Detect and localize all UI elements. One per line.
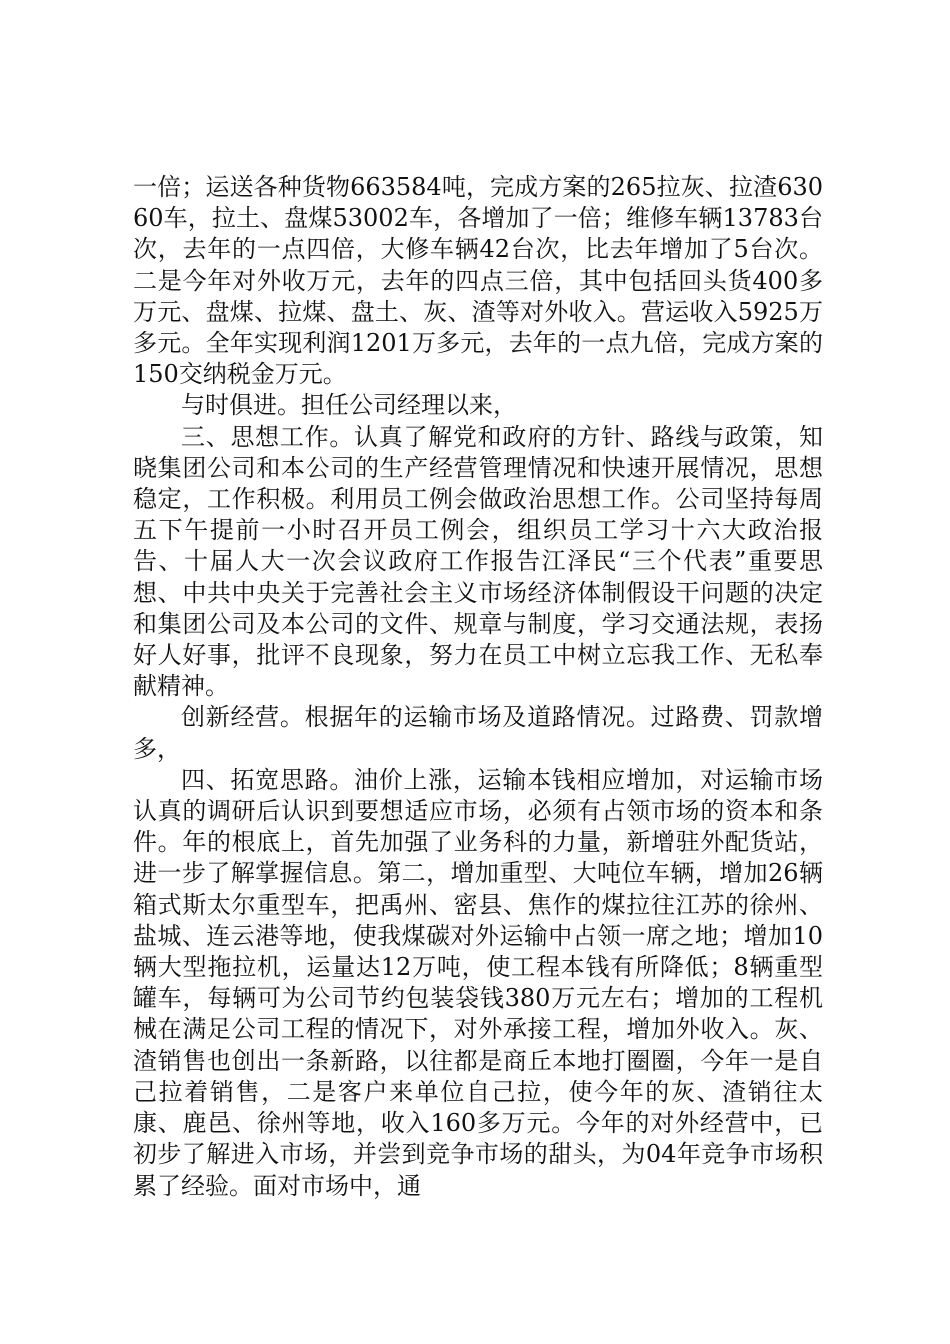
document-body: [133, 172, 823, 1202]
paragraph-1: 一倍；运送各种货物663584吨，完成方案的265拉灰、拉渣63060车，拉土、盘煤53002车，各增加了一倍；维修车辆13783台次，去年的一点四倍，大修车辆42台次，比去年增加了5台次。二是今年对外收万元，去年的四点三倍，其中包括回头货400多万元、盘煤、拉煤、盘土、灰、渣等对外收入。营运收入5925万多元。全年实现利润1201万多元，去年的一点九倍，完成方案的150交纳税金万元。: [133, 173, 823, 389]
paragraph-4: 创新经营。根据年的运输市场及道路情况。过路费、罚款增多，: [133, 703, 823, 763]
paragraph-3: 三、思想工作。认真了解党和政府的方针、路线与政策，知晓集团公司和本公司的生产经营管理情况和快速开展情况，思想稳定，工作积极。利用员工例会做政治思想工作。公司坚持每周五下午提前一小时召开员工例会，组织员工学习十六大政治报告、十届人大一次会议政府工作报告江泽民“三个代表”重要思想、中共中央关于完善社会主义市场经济体制假设干问题的决定和集团公司及本公司的文件、规章与制度，学习交通法规，表扬好人好事，批评不良现象，努力在员工中树立忘我工作、无私奉献精神。: [133, 422, 823, 701]
paragraph-2: 与时俱进。担任公司经理以来，: [181, 391, 517, 420]
paragraph-5: 四、拓宽思路。油价上涨，运输本钱相应增加，对运输市场认真的调研后认识到要想适应市场，必须有占领市场的资本和条件。年的根底上，首先加强了业务科的力量，新增驻外配货站，进一步了解掌握信息。第二，增加重型、大吨位车辆，增加26辆箱式斯太尔重型车，把禹州、密县、焦作的煤拉往江苏的徐州、盐城、连云港等地，使我煤碳对外运输中占领一席之地；增加10辆大型拖拉机，运量达12万吨，使工程本钱有所降低；8辆重型罐车，每辆可为公司节约包装袋钱380万元左右；增加的工程机械在满足公司工程的情况下，对外承接工程，增加外收入。灰、渣销售也创出一条新路，以往都是商丘本地打圈圈，今年一是自己拉着销售，二是客户来单位自己拉，使今年的灰、渣销往太康、鹿邑、徐州等地，收入160多万元。今年的对外经营中，已初步了解进入市场，并尝到竞争市场的甜头，为04年竞争市场积累了经验。面对市场中，通: [133, 765, 823, 1200]
